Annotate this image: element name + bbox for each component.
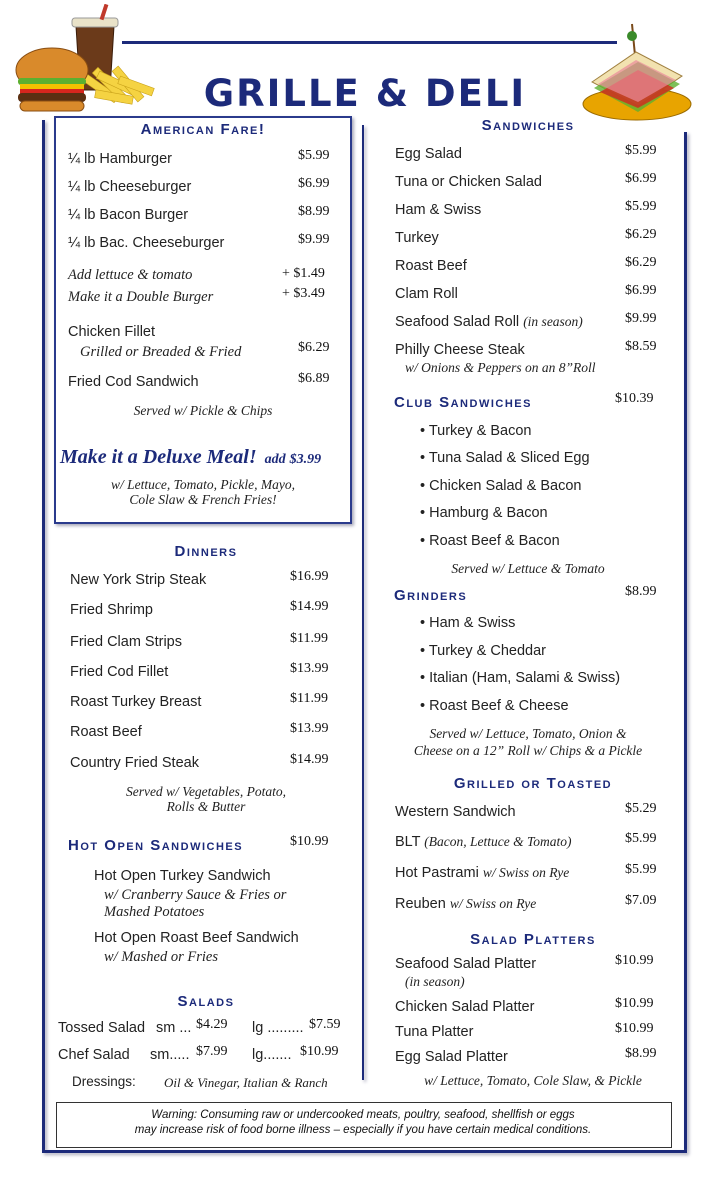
philly-sub: w/ Onions & Peppers on an 8”Roll bbox=[405, 360, 596, 375]
menu-item-price: $11.99 bbox=[290, 631, 328, 646]
menu-item-price: $16.99 bbox=[290, 569, 329, 584]
warning-line: may increase risk of food borne illness – especially if you have certain medical conditions. bbox=[134, 1124, 592, 1136]
chicken-fillet-sub: Grilled or Breaded & Fried bbox=[80, 344, 242, 360]
dinners-heading: Dinners bbox=[174, 543, 238, 560]
seafood-roll-name: Seafood Salad Roll bbox=[395, 314, 520, 330]
seafood-platter-price: $10.99 bbox=[615, 953, 654, 968]
hot-open-roast-beef-sub: w/ Mashed or Fries bbox=[104, 949, 218, 965]
menu-item-name: ¼ lb Cheeseburger bbox=[68, 179, 192, 195]
salad-large-label: lg ......... bbox=[252, 1020, 304, 1036]
reuben-price: $7.09 bbox=[625, 893, 657, 908]
top-rule bbox=[122, 41, 617, 44]
deluxe-meal-title: Make it a Deluxe Meal! bbox=[60, 446, 257, 468]
western-price: $5.29 bbox=[625, 801, 657, 816]
burger-fries-drink-image bbox=[14, 4, 164, 116]
salad-small-price: $7.99 bbox=[196, 1044, 228, 1059]
fried-cod-name: Fried Cod Sandwich bbox=[68, 374, 199, 390]
salad-large-price: $10.99 bbox=[300, 1044, 339, 1059]
deluxe-meal-line bbox=[60, 446, 321, 469]
seafood-roll-line bbox=[395, 314, 583, 330]
american-served-note: Served w/ Pickle & Chips bbox=[133, 403, 273, 418]
menu-item-name: Fried Shrimp bbox=[70, 602, 153, 618]
sandwich-olive bbox=[627, 31, 637, 41]
club-heading: Club Sandwiches bbox=[394, 394, 532, 411]
grilled-heading: Grilled or Toasted bbox=[453, 775, 613, 792]
menu-item-name: Tuna Platter bbox=[395, 1024, 474, 1040]
salad-small-price: $4.29 bbox=[196, 1017, 228, 1032]
list-item: • Italian (Ham, Salami & Swiss) bbox=[420, 670, 620, 686]
blt-line bbox=[395, 834, 572, 850]
menu-item-name: ¼ lb Hamburger bbox=[68, 151, 172, 167]
burger-cheese bbox=[20, 84, 84, 89]
blt-price: $5.99 bbox=[625, 831, 657, 846]
menu-item-name: Fried Clam Strips bbox=[70, 634, 182, 650]
deluxe-meal-add: add bbox=[264, 452, 286, 467]
hot-open-heading: Hot Open Sandwiches bbox=[68, 837, 244, 854]
menu-item-price: $6.99 bbox=[625, 171, 657, 186]
list-item: • Chicken Salad & Bacon bbox=[420, 478, 581, 494]
dressings-label: Dressings: bbox=[72, 1074, 136, 1089]
drink-lid bbox=[72, 18, 118, 27]
list-item: • Turkey & Bacon bbox=[420, 423, 531, 439]
menu-item-name: Clam Roll bbox=[395, 286, 458, 302]
menu-item-price: $10.99 bbox=[615, 1021, 654, 1036]
fried-cod-price: $6.89 bbox=[298, 371, 330, 386]
menu-item-name: Roast Turkey Breast bbox=[70, 694, 202, 710]
menu-item-name: Chicken Salad Platter bbox=[395, 999, 535, 1015]
menu-item-name: Egg Salad bbox=[395, 146, 462, 162]
menu-item-price: $6.99 bbox=[298, 176, 330, 191]
menu-item-name: ¼ lb Bacon Burger bbox=[68, 207, 189, 223]
menu-item-price: $6.29 bbox=[625, 255, 657, 270]
left-column-rule bbox=[42, 120, 45, 1150]
platters-heading: Salad Platters bbox=[470, 931, 596, 948]
seafood-roll-price: $9.99 bbox=[625, 311, 657, 326]
deluxe-meal-price: $3.99 bbox=[289, 452, 322, 467]
pastrami-desc: w/ Swiss on Rye bbox=[482, 865, 570, 880]
salad-large-label: lg....... bbox=[252, 1047, 292, 1063]
grinders-heading: Grinders bbox=[394, 587, 468, 604]
grinders-price: $8.99 bbox=[625, 584, 657, 599]
hot-open-price: $10.99 bbox=[290, 834, 329, 849]
list-item: • Turkey & Cheddar bbox=[420, 643, 546, 659]
menu-item-price: $8.99 bbox=[625, 1046, 657, 1061]
reuben-name: Reuben bbox=[395, 896, 446, 912]
club-price: $10.39 bbox=[615, 391, 654, 406]
chicken-fillet-price: $6.29 bbox=[298, 340, 330, 355]
menu-item-price: $11.99 bbox=[290, 691, 328, 706]
menu-item-name: ¼ lb Bac. Cheeseburger bbox=[68, 235, 225, 251]
salad-small-label: sm ... bbox=[156, 1020, 192, 1036]
seafood-platter-sub: (in season) bbox=[405, 974, 465, 989]
right-column-rule bbox=[684, 132, 687, 1150]
pastrami-line bbox=[395, 865, 569, 881]
club-sandwich-image bbox=[578, 22, 696, 122]
burger-lettuce bbox=[18, 78, 86, 85]
dinners-note-line: Rolls & Butter bbox=[166, 799, 246, 814]
salads-heading: Salads bbox=[177, 993, 235, 1010]
hot-open-turkey: Hot Open Turkey Sandwich bbox=[94, 868, 271, 884]
salad-name: Chef Salad bbox=[58, 1047, 130, 1063]
list-item: • Roast Beef & Bacon bbox=[420, 533, 560, 549]
seafood-roll-note: (in season) bbox=[523, 314, 583, 329]
addon-price: + $1.49 bbox=[282, 266, 325, 281]
menu-item-price: $6.29 bbox=[625, 227, 657, 242]
menu-item-price: $13.99 bbox=[290, 661, 329, 676]
pastrami-name: Hot Pastrami bbox=[395, 865, 479, 881]
western-name: Western Sandwich bbox=[395, 804, 516, 820]
seafood-platter-name: Seafood Salad Platter bbox=[395, 956, 537, 972]
sandwiches-heading: Sandwiches bbox=[481, 117, 575, 134]
philly-name: Philly Cheese Steak bbox=[395, 342, 525, 358]
menu-item-name: Roast Beef bbox=[395, 258, 467, 274]
deluxe-note-line: Cole Slaw & French Fries! bbox=[129, 492, 277, 507]
salad-name: Tossed Salad bbox=[58, 1020, 146, 1036]
platters-note: w/ Lettuce, Tomato, Cole Slaw, & Pickle bbox=[424, 1073, 642, 1088]
addon-name: Add lettuce & tomato bbox=[68, 267, 193, 283]
menu-item-name: Turkey bbox=[395, 230, 439, 246]
philly-price: $8.59 bbox=[625, 339, 657, 354]
salad-large-price: $7.59 bbox=[309, 1017, 341, 1032]
bottom-rule bbox=[42, 1150, 687, 1153]
blt-desc: (Bacon, Lettuce & Tomato) bbox=[424, 834, 572, 849]
warning-line: Warning: Consuming raw or undercooked meats, poultry, seafood, shellfish or eggs bbox=[151, 1109, 575, 1121]
club-note: Served w/ Lettuce & Tomato bbox=[451, 561, 605, 576]
menu-item-name: Fried Cod Fillet bbox=[70, 664, 169, 680]
deluxe-note-line: w/ Lettuce, Tomato, Pickle, Mayo, bbox=[111, 477, 295, 492]
list-item: • Roast Beef & Cheese bbox=[420, 698, 569, 714]
reuben-line bbox=[395, 896, 536, 912]
list-item: • Tuna Salad & Sliced Egg bbox=[420, 450, 590, 466]
addon-price: + $3.49 bbox=[282, 286, 325, 301]
american-fare-heading: American Fare! bbox=[140, 121, 266, 138]
addon-name: Make it a Double Burger bbox=[68, 289, 214, 305]
hot-open-turkey-sub: w/ Cranberry Sauce & Fries or bbox=[104, 887, 287, 903]
hot-open-roast-beef: Hot Open Roast Beef Sandwich bbox=[94, 930, 299, 946]
menu-item-price: $9.99 bbox=[298, 232, 330, 247]
grinders-note-line: Served w/ Lettuce, Tomato, Onion & bbox=[429, 726, 627, 741]
menu-item-price: $14.99 bbox=[290, 599, 329, 614]
blt-name: BLT bbox=[395, 834, 421, 850]
list-item: • Ham & Swiss bbox=[420, 615, 515, 631]
menu-item-name: Egg Salad Platter bbox=[395, 1049, 508, 1065]
menu-item-name: New York Strip Steak bbox=[70, 572, 207, 588]
hot-open-turkey-sub: Mashed Potatoes bbox=[104, 904, 205, 920]
menu-item-price: $13.99 bbox=[290, 721, 329, 736]
menu-item-name: Country Fried Steak bbox=[70, 755, 199, 771]
menu-item-price: $10.99 bbox=[615, 996, 654, 1011]
grinders-note-line: Cheese on a 12” Roll w/ Chips & a Pickle bbox=[413, 743, 643, 758]
menu-item-name: Tuna or Chicken Salad bbox=[395, 174, 542, 190]
reuben-desc: w/ Swiss on Rye bbox=[449, 896, 537, 911]
dressings-text: Oil & Vinegar, Italian & Ranch bbox=[164, 1075, 328, 1090]
menu-item-price: $6.99 bbox=[625, 283, 657, 298]
salad-small-label: sm..... bbox=[150, 1047, 190, 1063]
page-title: GRILLE & DELI bbox=[203, 72, 527, 115]
pastrami-price: $5.99 bbox=[625, 862, 657, 877]
menu-item-price: $14.99 bbox=[290, 752, 329, 767]
menu-item-price: $8.99 bbox=[298, 204, 330, 219]
list-item: • Hamburg & Bacon bbox=[420, 505, 548, 521]
menu-item-price: $5.99 bbox=[625, 199, 657, 214]
burger-bun-bottom bbox=[20, 101, 84, 111]
chicken-fillet-name: Chicken Fillet bbox=[68, 324, 156, 340]
menu-item-name: Roast Beef bbox=[70, 724, 142, 740]
menu-item-price: $5.99 bbox=[625, 143, 657, 158]
menu-item-price: $5.99 bbox=[298, 148, 330, 163]
dinners-note-line: Served w/ Vegetables, Potato, bbox=[125, 784, 287, 799]
menu-item-name: Ham & Swiss bbox=[395, 202, 482, 218]
center-divider bbox=[362, 125, 364, 1080]
